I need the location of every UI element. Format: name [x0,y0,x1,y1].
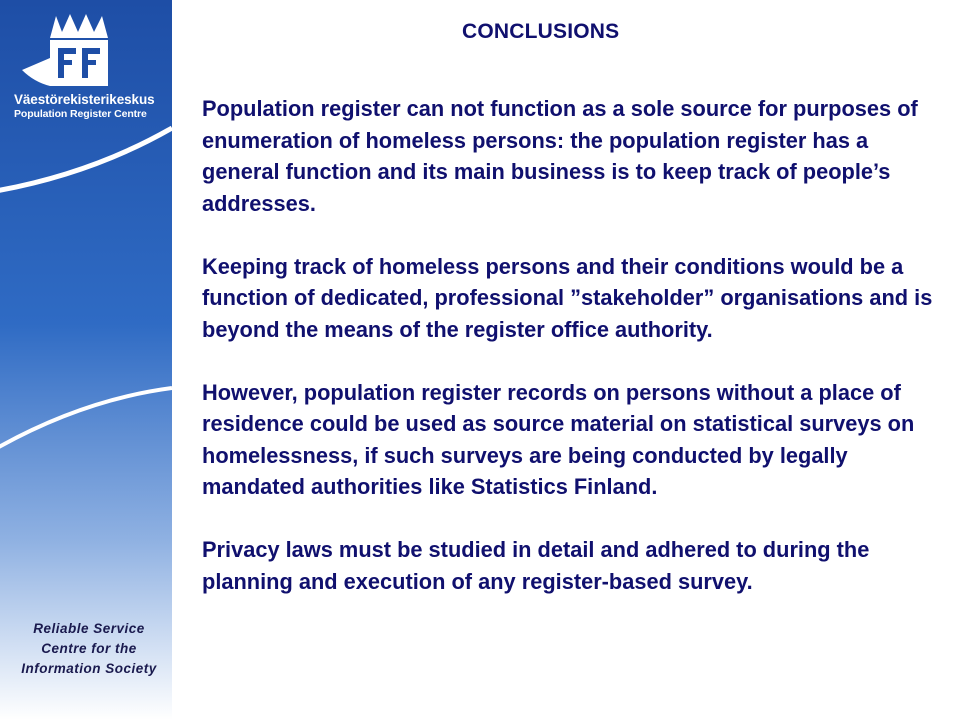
tagline-line: Reliable Service [33,621,145,636]
logo-name-finnish: Väestörekisterikeskus [14,92,155,107]
sidebar-tagline [10,619,168,679]
sidebar-panel [0,0,172,720]
logo-wordmark [14,93,155,119]
logo-name-english: Population Register Centre [14,107,147,120]
body-paragraph: However, population register records on persons without a place of residence could be used as source material on statistical surveys on homelessness, if such surveys are being conducted by legally mandated authorities like Statistics Finland. [202,379,915,499]
body-paragraph: Privacy laws must be studied in detail and adhered to during the planning and execution of any register-based survey. [202,537,870,594]
slide-title: CONCLUSIONS [462,20,620,43]
tagline-line: Centre for the [41,641,137,656]
body-paragraph: Keeping track of homeless persons and their conditions would be a function of dedicated, professional ”stakeholder” organisations and is beyond the means of the register office authority. [202,253,933,342]
tagline-line: Information Society [21,661,157,676]
slide-body [202,93,942,597]
body-paragraph: Population register can not function as a sole source for purposes of enumeration of homeless persons: the population register has a general function and its main business is to keep track of people’s addresses. [202,96,918,216]
